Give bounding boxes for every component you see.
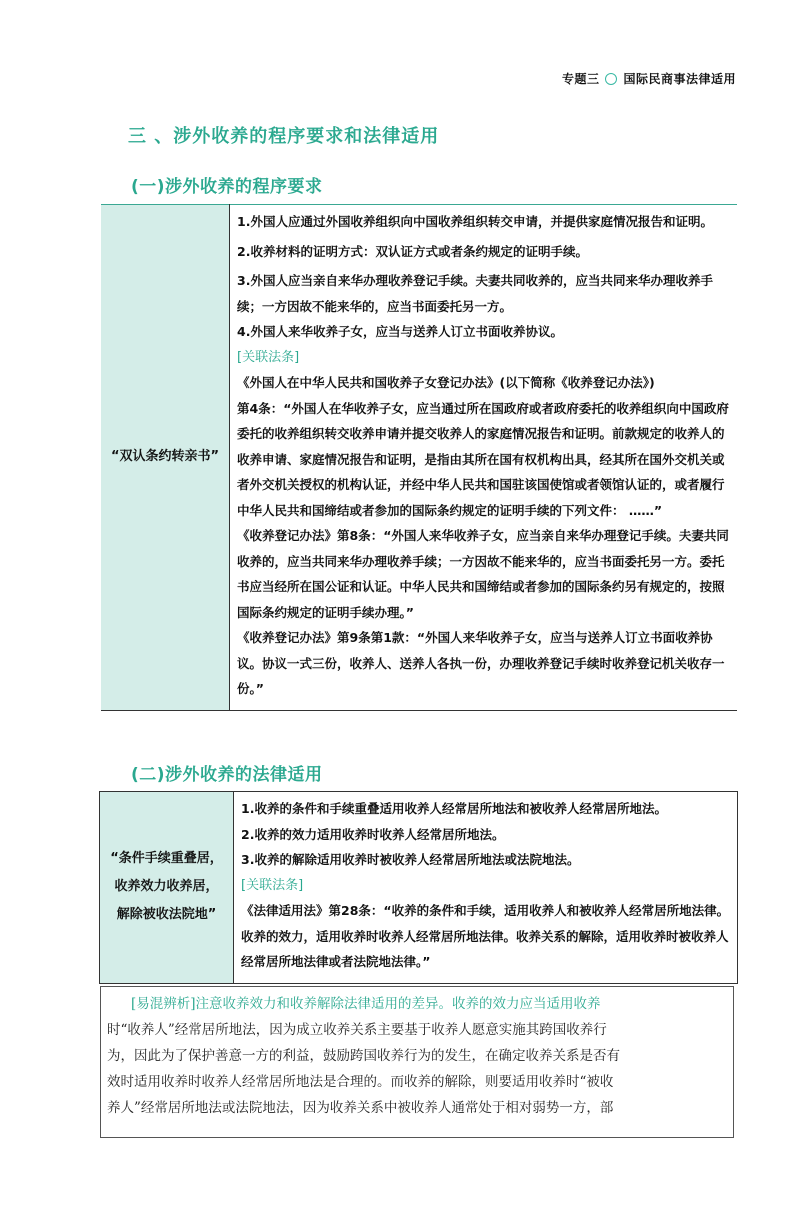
law-application-content: [234, 792, 738, 984]
law-application-table: [99, 791, 738, 984]
note-line: [101, 991, 733, 1017]
procedure-item: 1.外国人应通过外国收养组织向中国收养组织转交申请，并提供家庭情况报告和证明。: [237, 214, 713, 229]
subsection-title-procedure: (一)涉外收养的程序要求: [131, 177, 323, 197]
note-tag: [易混辨析]: [131, 996, 196, 1012]
note-text: 注意收养效力和收养解除法律适用的差异。收养的效力应当适用收养: [195, 996, 601, 1012]
related-law-label: [关联法条]: [241, 877, 304, 893]
related-law-label: [关联法条]: [237, 349, 300, 365]
circle-icon: [605, 73, 617, 85]
mnemonic-label: “双认条约转亲书”: [101, 205, 230, 711]
note-line: 时“收养人”经常居所地法，因为成立收养关系主要基于收养人愿意实施其跨国收养行: [107, 1022, 607, 1038]
application-item: 2.收养的效力适用收养时收养人经常居所地法。: [241, 826, 505, 842]
law-paragraph: 《法律适用法》第28条：“收养的条件和手续，适用收养人和被收养人经常居所地法律。收养的效力，适用收养时收养人经常居所地法律。收养关系的解除，适用收养时被收养人经常居所地法律或者法院地法律。”: [241, 903, 730, 969]
law-paragraph: 《收养登记办法》第8条：“外国人来华收养子女，应当亲自来华办理登记手续。夫妻共同收养的，应当共同来华办理收养手续；一方因故不能来华的，应当书面委托另一方。委托书应当经所在国公证和认证。中华人民共和国缔结或者参加的国际条约另有规定的，按照国际条约规定的证明手续办理。”: [237, 528, 729, 620]
procedure-table: [101, 204, 737, 711]
subsection-title-law-application: (二)涉外收养的法律适用: [131, 765, 323, 785]
note-line: 为，因此为了保护善意一方的利益，鼓励跨国收养行为的发生，在确定收养关系是否有: [107, 1048, 620, 1064]
mnemonic-line: “条件手续重叠居，: [110, 851, 223, 867]
procedure-item: 4.外国人来华收养子女，应当与送养人订立书面收养协议。: [237, 324, 563, 339]
header-topic: 国际民商事法律适用: [623, 72, 736, 86]
procedure-item: 2.收养材料的证明方式：双认证方式或者条约规定的证明手续。: [237, 243, 588, 259]
running-header: [562, 70, 736, 87]
mnemonic-line: 收养效力收养居，: [114, 879, 219, 895]
confusion-note-box: [100, 986, 734, 1138]
procedure-item: 3.外国人应当亲自来华办理收养登记手续。夫妻共同收养的，应当共同来华办理收养手续；一方因故不能来华的，应当书面委托另一方。: [237, 273, 713, 314]
mnemonic-label: [100, 792, 234, 984]
law-paragraph: 第4条：“外国人在华收养子女，应当通过所在国政府或者政府委托的收养组织向中国政府委托的收养组织转交收养申请并提交收养人的家庭情况报告和证明。前款规定的收养人的收养申请、家庭情况报告和证明，是指由其所在国有权机构出具，经其所在国外交机关或者外交机关授权的机构认证，并经中华人民共和国驻该国使馆或者领馆认证的，或者履行中华人民共和国缔结或者参加的国际条约规定的证明手续的下列文件： ……”: [237, 400, 729, 518]
law-paragraph: 《收养登记办法》第9条第1款：“外国人来华收养子女，应当与送养人订立书面收养协议。协议一式三份，收养人、送养人各执一份，办理收养登记手续时收养登记机关收存一份。”: [237, 630, 725, 696]
note-line: 养人”经常居所地法或法院地法，因为收养关系中被收养人通常处于相对弱势一方，部: [107, 1100, 614, 1116]
procedure-content: [230, 205, 738, 711]
application-item: 1.收养的条件和手续重叠适用收养人经常居所地法和被收养人经常居所地法。: [241, 801, 667, 816]
mnemonic-line: 解除被收法院地”: [116, 907, 217, 923]
note-line: 效时适用收养时收养人经常居所地法是合理的。而收养的解除，则要适用收养时“被收: [107, 1074, 614, 1090]
application-item: 3.收养的解除适用收养时被收养人经常居所地法或法院地法。: [241, 852, 580, 867]
section-title: 三 、涉外收养的程序要求和法律适用: [128, 126, 440, 147]
law-paragraph: 《外国人在中华人民共和国收养子女登记办法》(以下简称《收养登记办法》): [237, 375, 655, 390]
header-chapter: 专题三: [561, 72, 600, 86]
